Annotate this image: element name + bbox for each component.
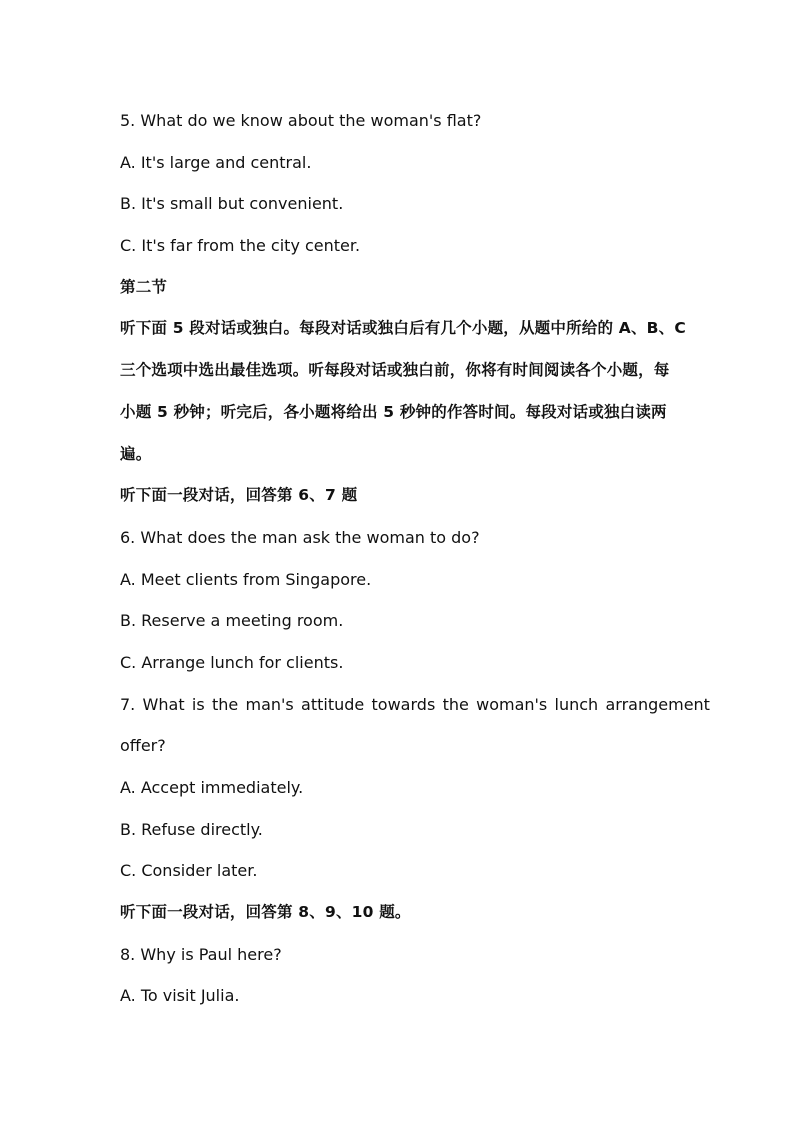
- q5-option-b: B. It's small but convenient.: [120, 194, 344, 214]
- q7-option-a: A. Accept immediately.: [120, 778, 304, 797]
- instructions-line-1: 听下面 5 段对话或独白。每段对话或独白后有几个小题，从题中所给的 A、B、C: [120, 319, 686, 338]
- question-6: 6. What does the man ask the woman to do?: [120, 527, 480, 547]
- q8-option-a: A. To visit Julia.: [120, 986, 240, 1006]
- section-heading: 第二节: [120, 277, 168, 296]
- q5-option-a: A. It's large and central.: [120, 152, 312, 172]
- question-8: 8. Why is Paul here?: [120, 944, 282, 964]
- exam-page: [120, 100, 710, 1017]
- question-7-line-2: offer?: [120, 736, 166, 756]
- dialog-intro-6-7: 听下面一段对话，回答第 6、7 题: [120, 486, 358, 505]
- instructions-line-3: 小题 5 秒钟；听完后，各小题将给出 5 秒钟的作答时间。每段对话或独白读两: [120, 402, 667, 421]
- question-7-line-1: 7. What is the man's attitude towards the woman's lunch arrangement: [120, 694, 710, 714]
- q6-option-a: A. Meet clients from Singapore.: [120, 569, 372, 589]
- q7-option-c: C. Consider later.: [120, 861, 258, 881]
- q7-option-b: B. Refuse directly.: [120, 819, 263, 839]
- q5-option-c: C. It's far from the city center.: [120, 236, 361, 256]
- dialog-intro-8-10: 听下面一段对话，回答第 8、9、10 题。: [120, 903, 411, 922]
- q6-option-b: B. Reserve a meeting room.: [120, 611, 344, 631]
- q6-option-c: C. Arrange lunch for clients.: [120, 652, 344, 672]
- instructions-line-4: 遍。: [120, 444, 152, 463]
- question-5: 5. What do we know about the woman's flat?: [120, 111, 482, 130]
- instructions-line-2: 三个选项中选出最佳选项。听每段对话或独白前，你将有时间阅读各个小题，每: [120, 361, 670, 380]
